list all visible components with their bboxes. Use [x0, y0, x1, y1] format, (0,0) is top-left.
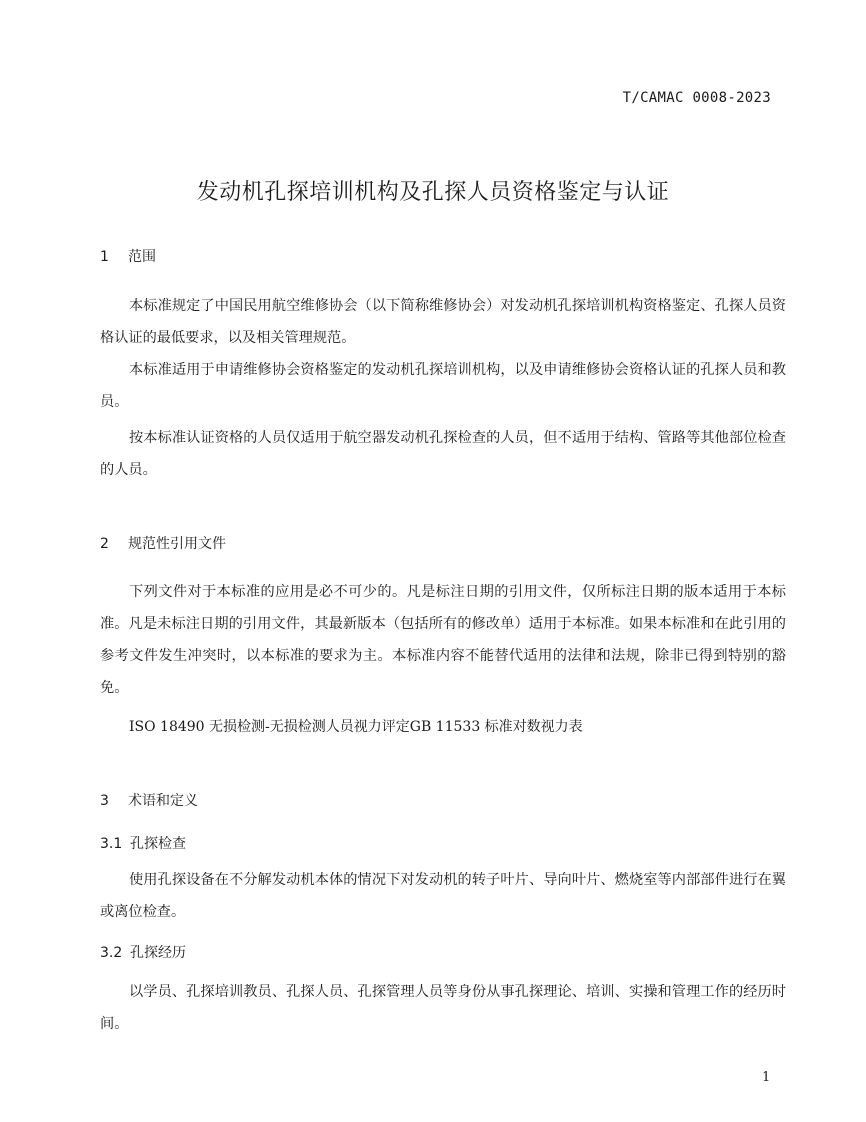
- standard-code: T/CAMAC 0008-2023: [622, 90, 771, 106]
- section-1-paragraph-2: 本标准适用于申请维修协会资格鉴定的发动机孔探培训机构，以及申请维修协会资格认证的孔探人员和教员。: [100, 362, 786, 410]
- subsection-3-2-title: 孔探经历: [130, 945, 186, 961]
- section-1-paragraph-1: 本标准规定了中国民用航空维修协会（以下简称维修协会）对发动机孔探培训机构资格鉴定、孔探人员资格认证的最低要求，以及相关管理规范。: [100, 298, 786, 346]
- section-2-title: 规范性引用文件: [128, 536, 226, 552]
- section-2-heading: [100, 533, 226, 553]
- subsection-3-1-number: 3.1: [100, 836, 123, 852]
- section-3-title: 术语和定义: [128, 793, 198, 809]
- section-1-heading: [100, 246, 156, 266]
- subsection-3-1-heading: [100, 833, 186, 853]
- subsection-3-2-number: 3.2: [100, 945, 123, 961]
- section-3-heading: [100, 790, 198, 810]
- section-2-paragraph-1: 下列文件对于本标准的应用是必不可少的。凡是标注日期的引用文件，仅所标注日期的版本适用于本标准。凡是未标注日期的引用文件，其最新版本（包括所有的修改单）适用于本标准。如果本标准和在此引用的参考文件发生冲突时，以本标准的要求为主。本标准内容不能替代适用的法律和法规，除非已得到特别的豁免。: [100, 584, 786, 696]
- section-3-number: 3: [100, 793, 109, 809]
- subsection-3-1-text: 使用孔探设备在不分解发动机本体的情况下对发动机的转子叶片、导向叶片、燃烧室等内部部件进行在翼或离位检查。: [100, 872, 786, 920]
- document-title: 发动机孔探培训机构及孔探人员资格鉴定与认证: [196, 180, 670, 205]
- subsection-3-2-heading: [100, 942, 186, 962]
- page-number: 1: [762, 1070, 771, 1085]
- subsection-3-2-text: 以学员、孔探培训教员、孔探人员、孔探管理人员等身份从事孔探理论、培训、实操和管理工作的经历时间。: [100, 984, 786, 1032]
- section-2-number: 2: [100, 536, 109, 552]
- section-1-paragraph-3: 按本标准认证资格的人员仅适用于航空器发动机孔探检查的人员，但不适用于结构、管路等其他部位检查的人员。: [100, 430, 786, 478]
- normative-reference: ISO 18490 无损检测-无损检测人员视力评定GB 11533 标准对数视力表: [129, 719, 583, 735]
- subsection-3-1-title: 孔探检查: [130, 836, 186, 852]
- section-1-number: 1: [100, 249, 109, 265]
- section-1-title: 范围: [128, 249, 156, 265]
